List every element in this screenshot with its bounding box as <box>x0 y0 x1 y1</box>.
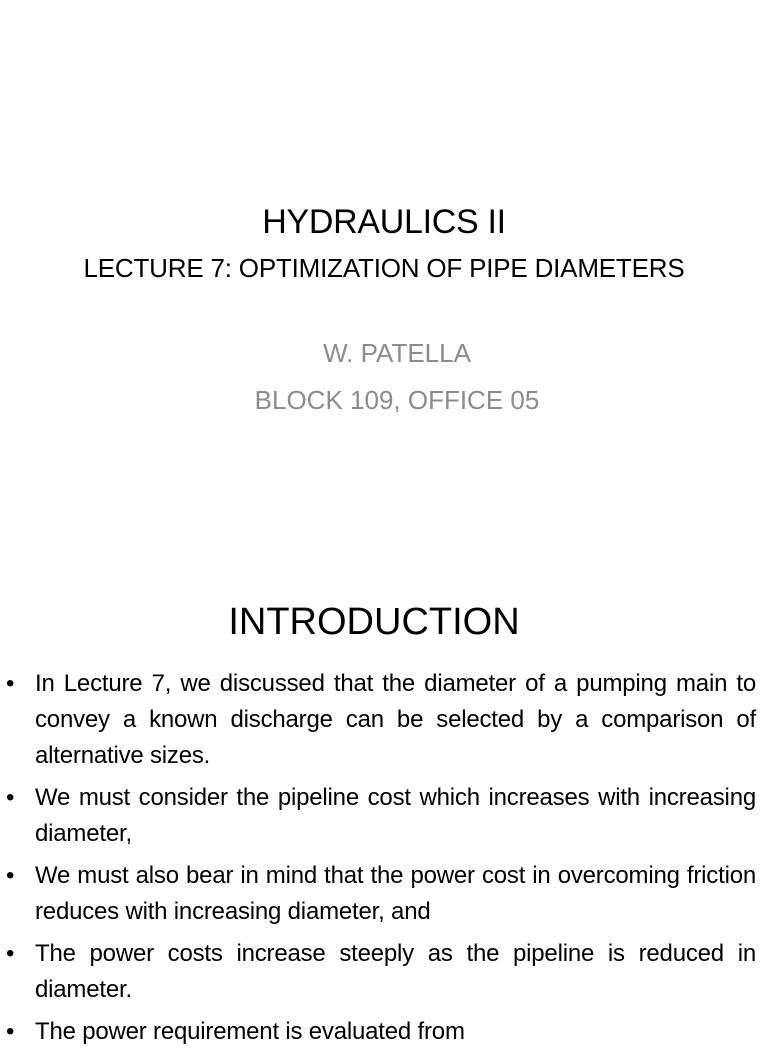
bullet-item <box>0 936 768 1008</box>
bullet-item <box>0 780 768 852</box>
presenter-name: W. PATELLA <box>323 338 471 368</box>
bullet-icon: • <box>6 784 15 811</box>
presenter-office: BLOCK 109, OFFICE 05 <box>254 385 540 415</box>
bullet-item <box>0 666 768 774</box>
bullet-list <box>0 666 768 1056</box>
bullet-icon: • <box>6 940 15 967</box>
bullet-text: The power costs increase steeply as the pipeline is reduced in diameter. <box>35 940 756 1003</box>
slide-subtitle: LECTURE 7: OPTIMIZATION OF PIPE DIAMETERS <box>83 253 685 283</box>
section-heading: INTRODUCTION <box>228 601 520 643</box>
bullet-text: In Lecture 7, we discussed that the diameter of a pumping main to convey a known discharge can be selected by a comparison of alternative sizes. <box>35 670 756 769</box>
introduction-slide <box>0 576 768 1045</box>
bullet-icon: • <box>6 1018 15 1045</box>
bullet-item <box>0 1014 768 1050</box>
bullet-text: We must consider the pipeline cost which increases with increasing diameter, <box>35 784 756 847</box>
bullet-icon: • <box>6 670 15 697</box>
bullet-icon: • <box>6 862 15 889</box>
bullet-item <box>0 858 768 930</box>
bullet-text: The power requirement is evaluated from <box>35 1018 465 1045</box>
bullet-text: We must also bear in mind that the power cost in overcoming friction reduces with increasing diameter, and <box>35 862 756 925</box>
slide-title: HYDRAULICS II <box>262 203 506 241</box>
